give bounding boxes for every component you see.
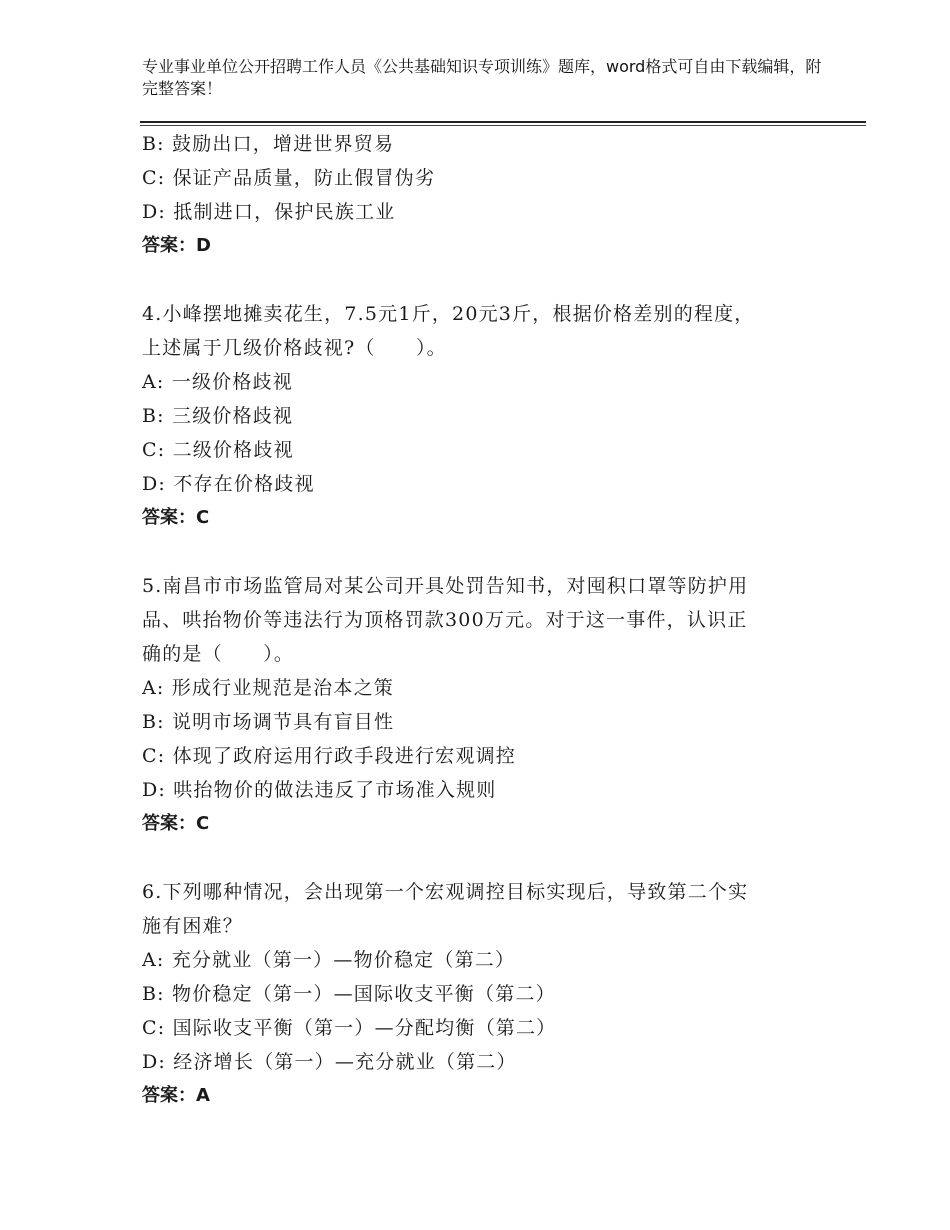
question-stem-line: 6.下列哪种情况，会出现第一个宏观调控目标实现后，导致第二个实: [142, 881, 749, 903]
header-rule-thick: [140, 121, 866, 123]
question-4: [142, 297, 822, 535]
question-stem-line: 品、哄抬物价等违法行为顶格罚款300万元。对于这一事件，认识正: [142, 609, 748, 631]
prev-question-block: [142, 127, 822, 263]
option-d: D: 不存在价格歧视: [142, 473, 315, 495]
answer-line: 答案：A: [142, 1085, 210, 1106]
spacer: [142, 263, 822, 297]
answer-line: 答案：D: [142, 235, 211, 256]
option-d: D: 哄抬物价的做法违反了市场准入规则: [142, 779, 497, 801]
answer-line: 答案：C: [142, 813, 210, 834]
question-stem-line: 确的是（ ）。: [142, 643, 295, 665]
option-d: D: 经济增长（第一）—充分就业（第二）: [142, 1051, 517, 1073]
option-b: B: 说明市场调节具有盲目性: [142, 711, 395, 733]
option-a: A: 充分就业（第一）—物价稳定（第二）: [142, 949, 516, 971]
spacer: [142, 841, 822, 875]
question-stem-line: 5.南昌市市场监管局对某公司开具处罚告知书，对囤积口罩等防护用: [142, 575, 749, 597]
option-c: C: 体现了政府运用行政手段进行宏观调控: [142, 745, 516, 767]
header-rule-thin: [140, 125, 866, 126]
option-a: A: 形成行业规范是治本之策: [142, 677, 394, 699]
option-b: B: 物价稳定（第一）—国际收支平衡（第二）: [142, 983, 556, 1005]
option-b: B: 三级价格歧视: [142, 405, 294, 427]
spacer: [142, 535, 822, 569]
option-c: C: 国际收支平衡（第一）—分配均衡（第二）: [142, 1017, 557, 1039]
option-b: B: 鼓励出口，增进世界贸易: [142, 133, 395, 155]
question-stem-line: 施有困难？: [142, 915, 244, 937]
answer-line: 答案：C: [142, 507, 210, 528]
question-6: [142, 875, 822, 1113]
question-content: [142, 127, 822, 1113]
option-c: C: 二级价格歧视: [142, 439, 294, 461]
page-header: 专业事业单位公开招聘工作人员《公共基础知识专项训练》题库，word格式可自由下载编辑，附完整答案！: [142, 57, 822, 98]
option-a: A: 一级价格歧视: [142, 371, 293, 393]
question-stem-line: 4.小峰摆地摊卖花生，7.5元1斤，20元3斤，根据价格差别的程度，: [142, 303, 755, 325]
question-stem-line: 上述属于几级价格歧视?（ ）。: [142, 337, 447, 359]
question-5: [142, 569, 822, 841]
option-c: C: 保证产品质量，防止假冒伪劣: [142, 167, 436, 189]
option-d: D: 抵制进口，保护民族工业: [142, 201, 396, 223]
